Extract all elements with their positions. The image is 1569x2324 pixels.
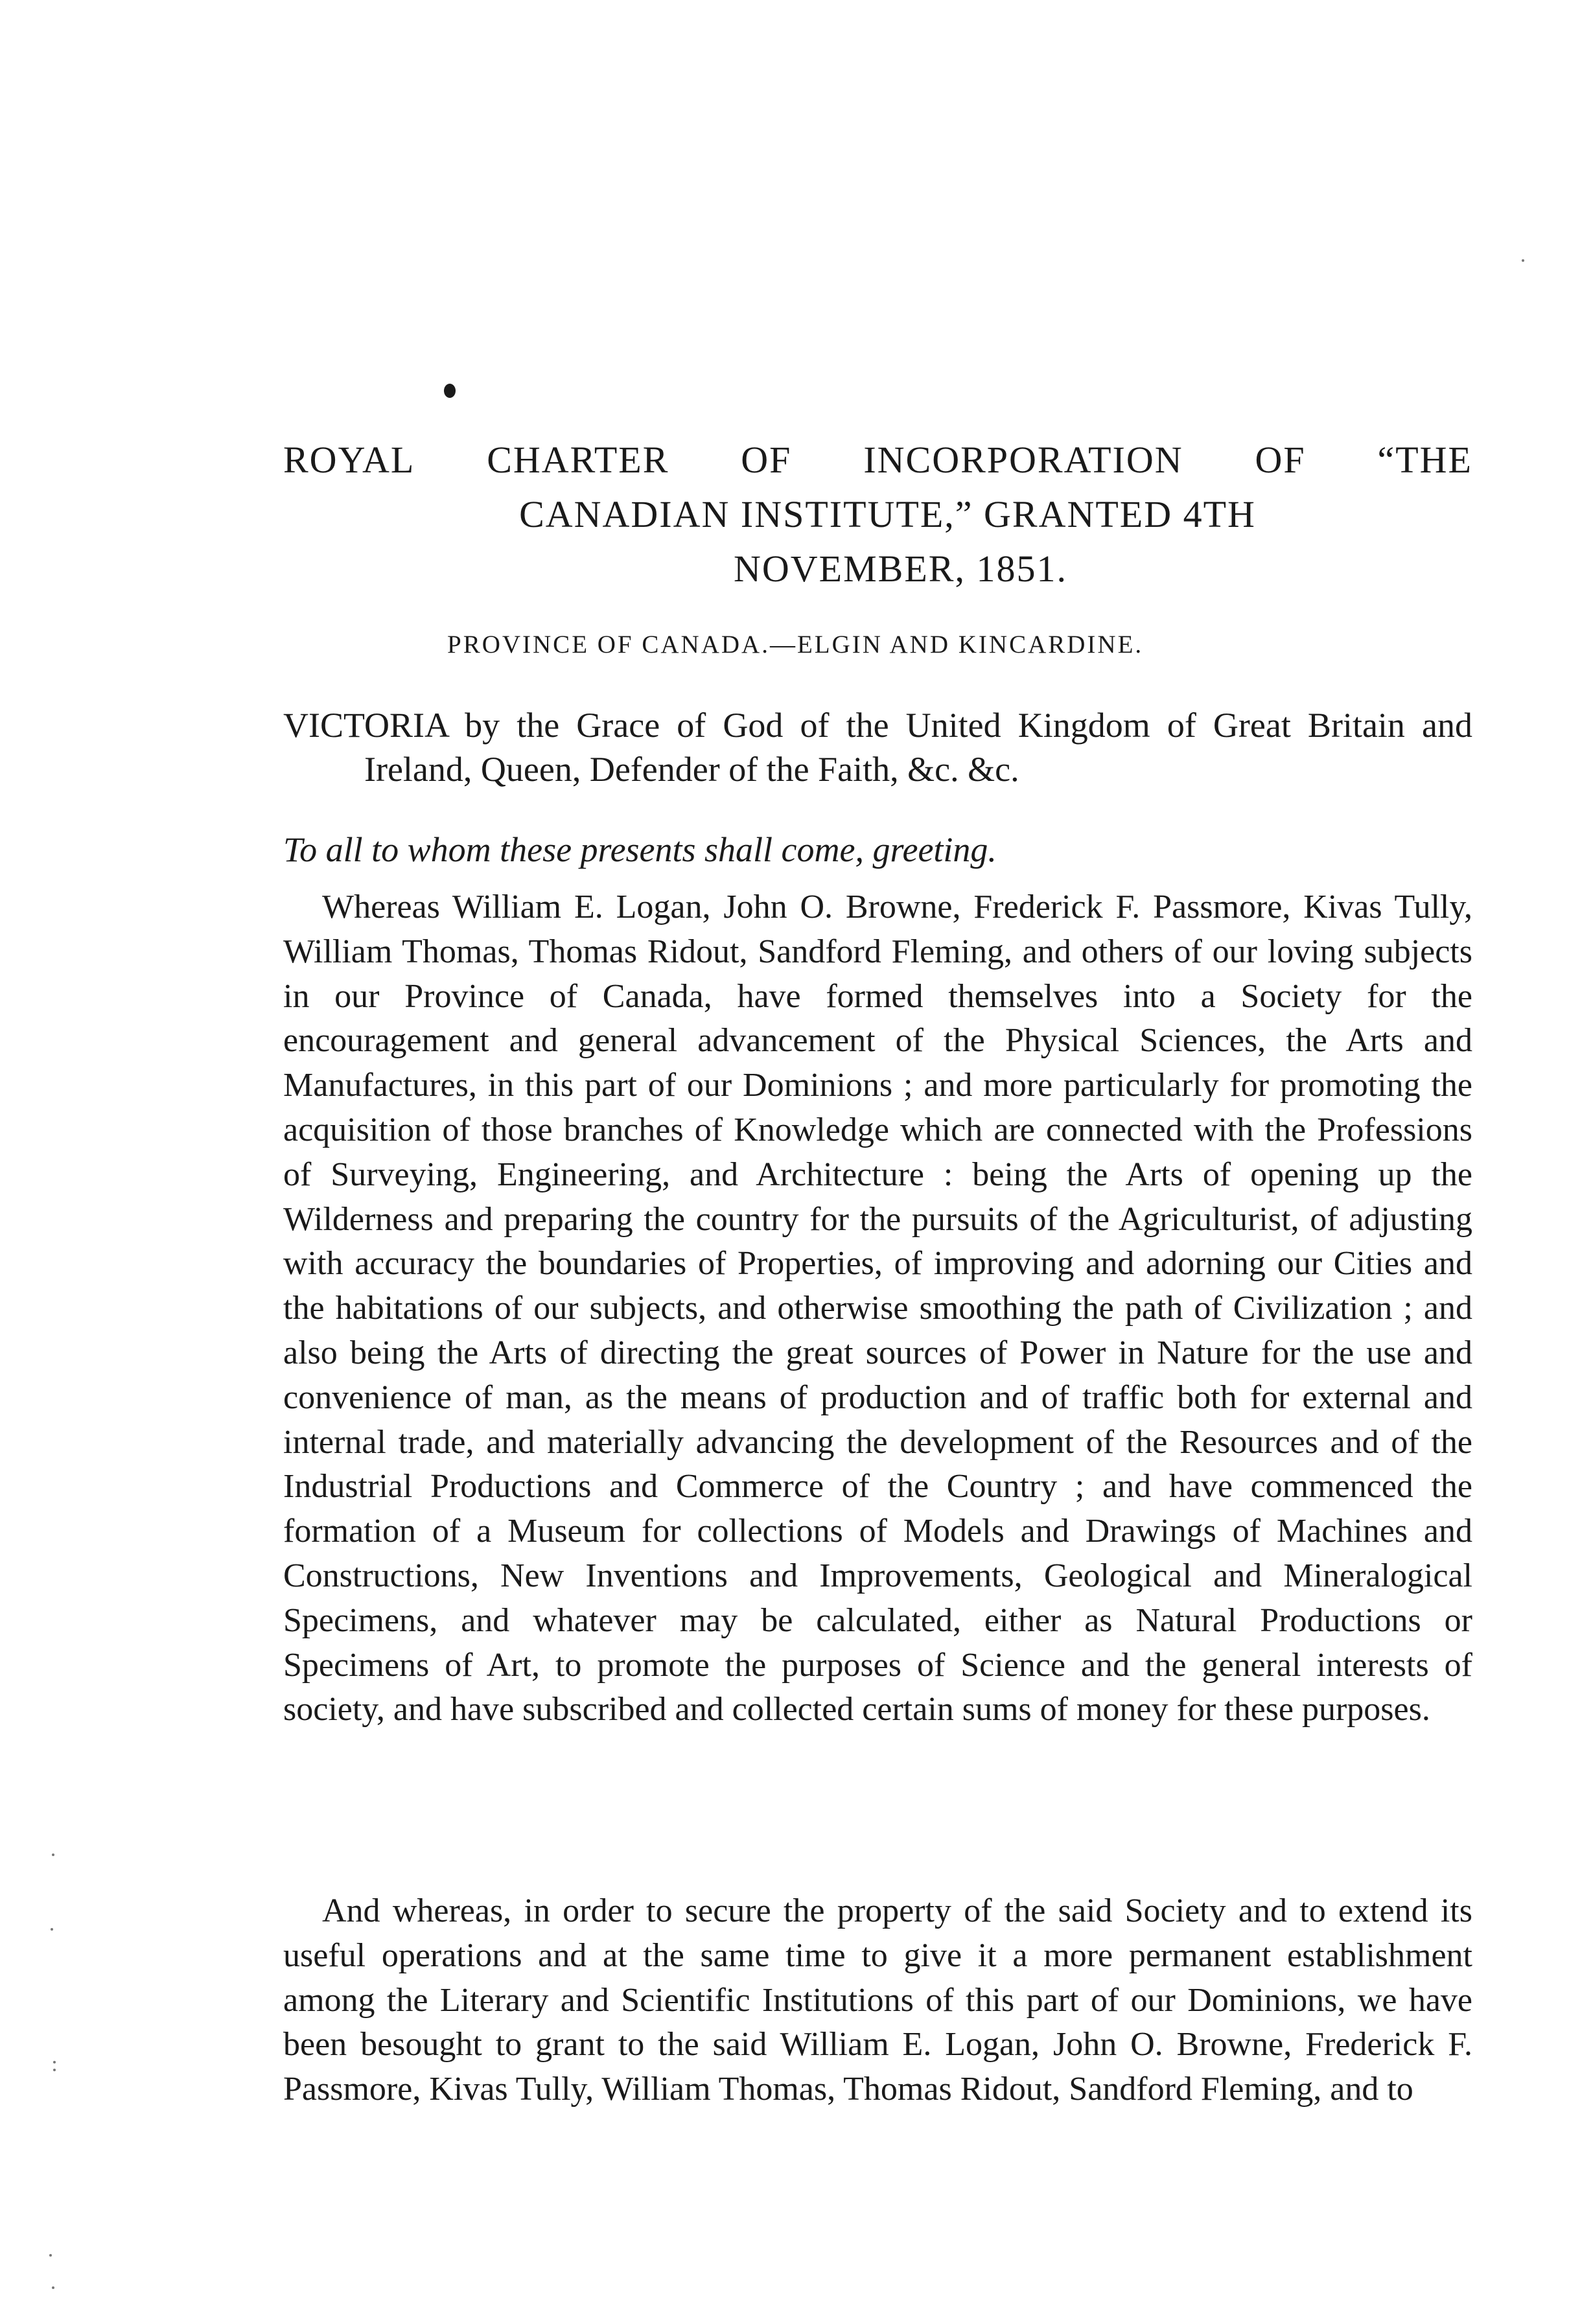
whereas-paragraph: Whereas William E. Logan, John O. Browne, Frederick F. Passmore, Kivas Tully, William Thomas, Thomas Ridout, Sandford Fleming, and others of our loving subjects in our Province of Canada, have formed themselves into a Society for the encouragement and general advancement of the Physical Sciences, the Arts and Manufactures, in this part of our Dominions ; and more particularly for promoting the acquisition of those branches of Knowledge which are connected with the Professions of Surveying, Engineering, and Architecture : being the Arts of opening up the Wilderness and preparing the country for the pursuits of the Agriculturist, of adjusting with accuracy the boundaries of Properties, of improving and adorning our Cities and the habitations of our subjects, and otherwise smoothing the path of Civilization ; and also being the Arts of directing the great sources of Power in Nature for the use and convenience of man, as the means of production and of traffic both for external and internal trade, and materially advancing the development of the Resources and of the Industrial Productions and Commerce of the Country ; and have commenced the formation of a Museum for collections of Models and Drawings of Machines and Constructions, New Inventions and Improvements, Geological and Mineralogical Specimens, and whatever may be calculated, either as Natural Productions or Specimens of Art, to promote the purposes of Science and the general interests of society, and have subscribed and collected certain sums of money for these purposes. <box>283 889 1472 1728</box>
page-speck <box>52 1853 54 1856</box>
title-word: INCORPORATION <box>863 439 1183 481</box>
title-word: ROYAL <box>283 439 415 481</box>
greeting-line: To all to whom these presents shall come, greeting. <box>283 830 997 869</box>
title-word: “THE <box>1377 439 1472 481</box>
page-speck <box>53 2061 56 2063</box>
page-speck <box>51 1928 53 1931</box>
ink-dot-mark <box>444 384 456 398</box>
charter-title <box>283 433 1472 596</box>
title-word: CHARTER <box>487 439 669 481</box>
page-speck <box>53 2069 56 2071</box>
title-word: OF <box>1255 439 1306 481</box>
page-speck <box>1522 259 1524 262</box>
title-word: OF <box>741 439 792 481</box>
and-whereas-paragraph: And whereas, in order to secure the property of the said Society and to extend its useful operations and at the same time to give it a more permanent establishment among the Literary and Scientific Institutions of this part of our Dominions, we have been besought to grant to the said William E. Logan, John O. Browne, Frederick F. Passmore, Kivas Tully, William Thomas, Thomas Ridout, Sandford Fleming, and to <box>283 1892 1472 2108</box>
title-line-3: NOVEMBER, 1851. <box>734 548 1067 590</box>
proclamation-text: VICTORIA by the Grace of God of the United Kingdom of Great Britain and Ireland, Queen, Defender of the Faith, &c. &c. <box>283 706 1472 789</box>
title-line-2: CANADIAN INSTITUTE,” GRANTED 4TH <box>519 493 1256 535</box>
province-subheading: PROVINCE OF CANADA.—ELGIN AND KINCARDINE. <box>447 631 1144 658</box>
title-line-1 <box>283 433 1472 487</box>
page-speck <box>49 2254 52 2257</box>
page-speck <box>52 2286 54 2289</box>
